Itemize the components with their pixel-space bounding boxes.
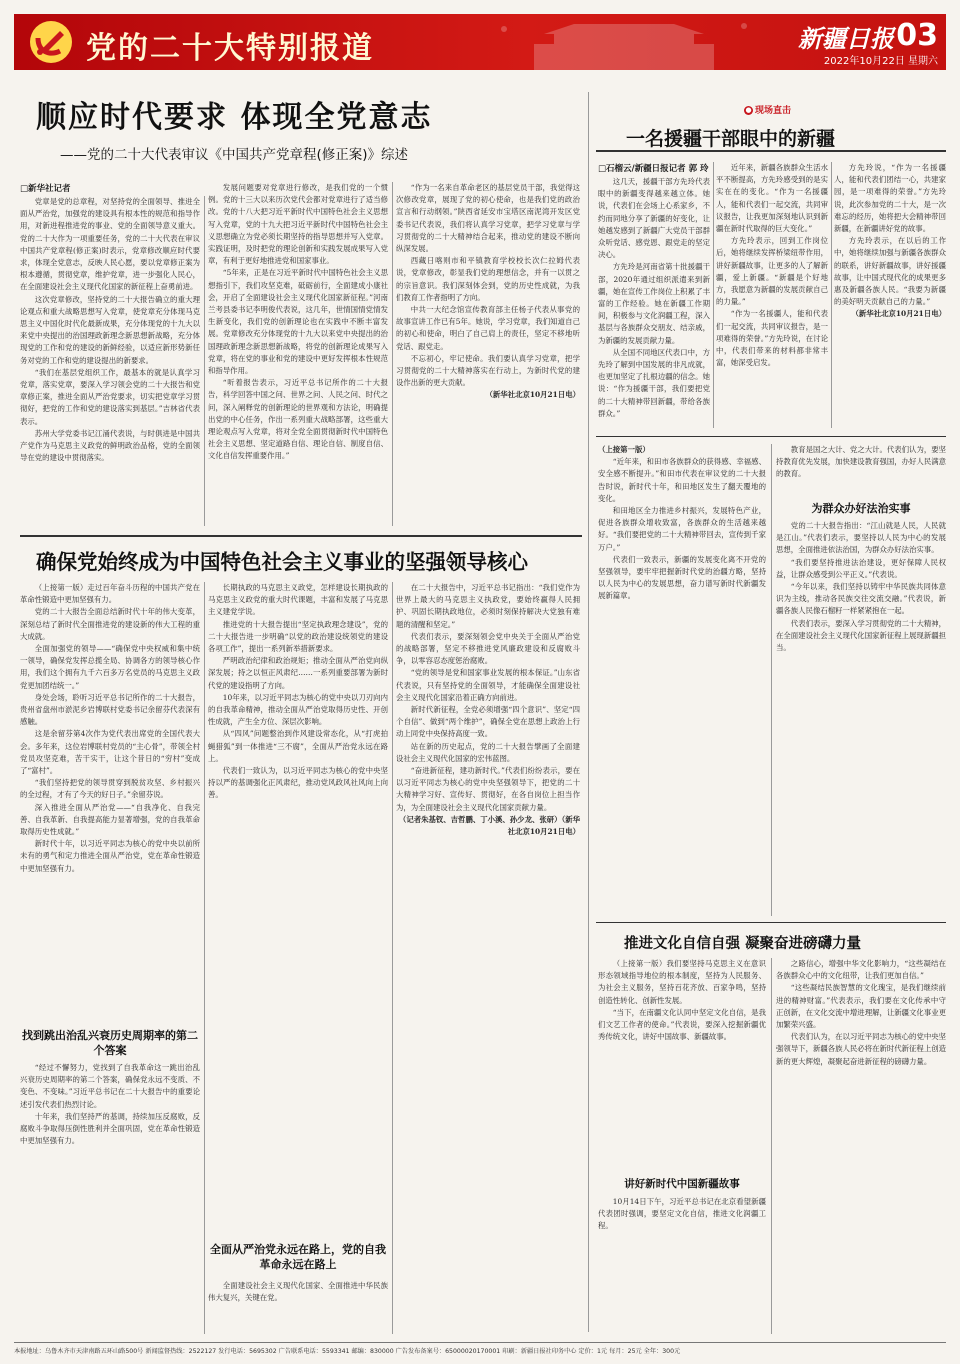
page-banner [14, 14, 946, 70]
section-divider [20, 535, 582, 537]
page-footer: 本报地址：乌鲁木齐市天津南路五环山路500号 新闻监督热线：2522127 发行电话：5695302 广告联系电话：5593341 邮编：830000 广告发布备案号：65000020170001 印刷：新疆日报社印务中心 定价：1元 每月：25元 全年：300元 [14, 1342, 946, 1355]
column-divider [771, 958, 772, 1334]
paragraph: “听着报告表示，习近平总书记所作的二十大报告，科学回答中国之问、世界之问、人民之问、时代之问，深入阐释党的创新理论的世界观和方法论，明确提出党的中心任务，作出一系列重大战略部署，这些重大理论观点写入党章，将对全党全面贯彻新时代中国特色社会主义思想、坚定道路自信、理论自信、制度自信、文化自信发挥重要作用。” [208, 378, 388, 461]
newspaper-brand: 新疆日报 [798, 24, 894, 53]
article1-byline: □新华社记者 [20, 184, 71, 194]
article3-headline: 确保党始终成为中国特色社会主义事业的坚强领导核心 [36, 550, 528, 574]
article2-headline: 一名援疆干部眼中的新疆 [626, 128, 836, 150]
paragraph: “作为一名来自革命老区的基层党员干部，我觉得这次修改党章，展现了党的初心使命，也是我们党的政治宣言和行动纲领。”陕西省延安市宝塔区南泥湾开发区党委书记代表说，我们将认真学习党章，把学习党章与学习贯彻党的二十大精神结合起来，推动党的建设不断向纵深发展。 [396, 183, 580, 254]
live-icon: ● [745, 106, 752, 114]
article2-column-2 [716, 162, 828, 428]
paragraph: 代表们表示，要深刻领会党中央关于全面从严治党的战略部署，坚定不移推进党风廉政建设和反腐败斗争，以零容忍态度惩治腐败。 [396, 631, 580, 666]
paragraph: “奋进新征程，建功新时代。”代表们纷纷表示，要在以习近平同志为核心的党中央坚强领导下，把党的二十大精神学习好、宣传好、贯彻好，在各自岗位上担当作为，为全面建设社会主义现代化国家贡献力量。 [396, 766, 580, 812]
paragraph: 发展问题要对党章进行修改，是我们党的一个惯例。党的十三大以来历次党代会都对党章进行了适当修改。党的十八大把习近平新时代中国特色社会主义思想写入党章，党的十九大把习近平新时代中国特色社会主义思想确立为党必须长期坚持的指导思想并写入党章。实践证明，及时把党的理论创新和实践发展成果写入党章，有利于更好地推进党和国家事业。 [208, 183, 388, 266]
article2-headline-rule [596, 150, 946, 152]
article2-column-1 [598, 176, 710, 428]
article4-subheading: 为群众办好法治实事 [811, 502, 911, 515]
article5-column-1b [598, 1196, 766, 1334]
paragraph: “我们坚持把党的领导贯穿到脱贫攻坚、乡村振兴的全过程，才有了今天的好日子。”余留芬说。 [20, 778, 200, 800]
paragraph: 站在新的历史起点，党的二十大报告擘画了全面建设社会主义现代化国家的宏伟蓝图。 [396, 741, 580, 763]
article5-subheading: 讲好新时代中国新疆故事 [624, 1178, 740, 1190]
paragraph: 10月14日下午，习近平总书记在北京看望新疆代表团时强调，要坚定文化自信，推进文化润疆工程。 [598, 1197, 766, 1231]
paragraph: 从“四风”问题整治到作风建设常态化，从“打虎拍蝇猎狐”到一体推进“三不腐”，全面从严治党永远在路上。 [208, 729, 388, 763]
issue-date: 2022年10月22日 星期六 [823, 56, 938, 67]
paragraph: 在二十大报告中，习近平总书记指出：“我们党作为世界上最大的马克思主义执政党，要始终赢得人民拥护、巩固长期执政地位，必须时刻保持解决大党独有难题的清醒和坚定。” [396, 583, 580, 629]
column-divider [392, 582, 393, 1334]
article1-column-2 [208, 182, 388, 526]
paragraph: 不忘初心，牢记使命。我们要认真学习党章，把学习贯彻党的二十大精神落实在行动上，为新时代党的建设作出新的更大贡献。 [396, 353, 580, 388]
paragraph: 这次党章修改，坚持党的二十大报告确立的重大理论观点和重大战略思想写入党章，使党章充分体现马克思主义中国化时代化最新成果，充分体现党的十九大以来党中央提出的治国理政新理念新思想新战略，充分体现党的工作和党的建设的新鲜经验，以适应新形势新任务对党的工作和党的建设提出的新要求。 [20, 294, 200, 365]
paragraph: 全面加强党的领导——“确保党中央权威和集中统一领导，确保党发挥总揽全局、协调各方的领导核心作用，我们这个拥有九千六百多万名党员的马克思主义政党更加团结统一。” [20, 644, 200, 690]
section-divider [596, 922, 946, 923]
article2-tag [744, 103, 791, 116]
article4-column-2b [776, 520, 946, 916]
article5-column-2 [776, 958, 946, 1334]
page-number: 03 [896, 18, 938, 53]
article3-column-1b [20, 1062, 200, 1334]
paragraph: “我们在基层党组织工作，最基本的就是认真学习党章，落实党章，要深入学习领会党的二十大报告和党章修正案，推进全面从严治党要求，切实把党章学习贯彻好，把党的工作和党的建设落实到基层。”吉林省代表表示。 [20, 367, 200, 426]
paragraph: 代表们一致认为，以习近平同志为核心的党中央坚持以严的基调强化正风肃纪，推动党风政风社风向上向善。 [208, 766, 388, 800]
paragraph: “当下，在南疆文化认同中坚定文化自信，是我们文艺工作者的使命。”代表说，要深入挖掘新疆优秀传统文化，讲好中国故事、新疆故事。 [598, 1007, 766, 1042]
section-divider [596, 436, 946, 437]
article4-column-1 [598, 444, 766, 916]
paragraph: 10年来，以习近平同志为核心的党中央以刀刃向内的自我革命精神，推动全面从严治党取得历史性、开创性成就，产生全方位、深层次影响。 [208, 692, 388, 727]
article2-column-3 [834, 162, 946, 428]
column-divider [831, 162, 832, 428]
paragraph: 长期执政的马克思主义政党，怎样建设长期执政的马克思主义政党的重大时代课题，丰富和发展了马克思主义建党学说。 [208, 583, 388, 617]
article1-column-3 [396, 182, 580, 526]
article1-source: （新华社北京10月21日电） [485, 390, 580, 400]
column-divider [392, 182, 393, 526]
article5-headline: 推进文化自信自强 凝聚奋进磅礴力量 [624, 936, 862, 952]
paragraph: 代表们一致表示，新疆的发展变化离不开党的坚强领导，要牢牢把握新时代党的治疆方略，坚持以人民为中心的发展思想，奋力谱写新时代新疆发展新篇章。 [598, 554, 766, 601]
paragraph: 代表们认为，在以习近平同志为核心的党中央坚强领导下，新疆各族人民必将在新时代新征程上创造新的更大辉煌，凝聚起奋进新征程的磅礴力量。 [776, 1032, 946, 1066]
article1-subhead: ——党的二十大代表审议《中国共产党章程(修正案)》综述 [60, 147, 409, 163]
article2-source: （新华社北京10月21日电） [851, 309, 946, 319]
paragraph: 方先玲表示，在以后的工作中，她将继续加强与新疆各族群众的联系，讲好新疆故事，讲好援疆故事，让中国式现代化的成果更多惠及新疆各族人民。“我要为新疆的美好明天贡献自己的力量。” [834, 236, 946, 307]
paragraph: 党的二十大报告指出：“江山就是人民，人民就是江山。”代表们表示，要坚持以人民为中心的发展思想，全面推进依法治国，为群众办好法治实事。 [776, 521, 946, 555]
paragraph: “近年来，和田市各族群众的获得感、幸福感、安全感不断提升。”和田市代表在审议党的二十大报告时说，新时代十年，和田地区发生了翻天覆地的变化。 [598, 457, 766, 503]
paragraph: “5年来，正是在习近平新时代中国特色社会主义思想指引下，我们攻坚克难，砥砺前行，全面建成小康社会，开启了全面建设社会主义现代化国家新征程。”河南兰考县委书记李明俊代表说，这几年，世情国情党情发生新变化，我们党的创新理论也在实践中不断丰富发展。党章修改充分体现党的十九大以来党中央提出的治国理政新理念新思想新战略，将党的创新理论成果写入党章，将在党的事业和党的建设中更好发挥根本性规范和指导作用。 [208, 268, 388, 376]
banner-decoration-icon [474, 14, 774, 70]
paragraph: 方先玲是河南省第十批援疆干部，2020年通过组织派遣来到新疆，她在宣传工作岗位上积累了丰富的工作经验。她在新疆工作期间，积极参与文化润疆工程，深入基层与各族群众交朋友、结亲戚，为新疆的发展贡献力量。 [598, 262, 710, 345]
column-divider [713, 162, 714, 428]
paragraph: 苏州大学党委书记江涌代表说，与时俱进是中国共产党作为马克思主义政党的鲜明政治品格，党的全面领导在党的建设中贯彻落实。 [20, 428, 200, 463]
paragraph: 党章是党的总章程，对坚持党的全面领导、推进全面从严治党，加强党的建设具有根本性的规范和指导作用，对新进程推进党的事业、党的全面领导意义重大。党的二十大作为一项重要任务，党的二十大代表在审议中国共产党章程(修正案)时表示，党章修改顺应时代要求，体现全党意志，反映人民心愿，要以党章修正案为根本遵循，贯彻党章，维护党章，进一步强化人民心，在全面建设社会主义现代化国家的新征程上奋勇前进。 [20, 197, 200, 292]
article1-column-1 [20, 196, 200, 526]
paragraph: “经过不懈努力，党找到了自我革命这一跳出治乱兴衰历史周期率的第二个答案，确保党永远不变质、不变色、不变味。”习近平总书记在二十大报告中的重要论述引发代表们热烈讨论。 [20, 1063, 200, 1109]
paragraph: 教育是国之大计、党之大计。代表们认为，要坚持教育优先发展，加快建设教育强国，办好人民满意的教育。 [776, 445, 946, 479]
paragraph: “作为一名援疆人，能和代表们一起交流，共同审议报告，是一项难得的荣誉。”方先玲说，在讨论中，代表们带来的材料都非常丰富，她深受启发。 [716, 309, 828, 368]
article3-subheading-1: 找到跳出治乱兴衰历史周期率的第二个答案 [22, 1029, 198, 1057]
paragraph: 从全国不同地区代表口中，方先玲了解到中国发展的非凡成就，也更加坚定了扎根边疆的信念。她说：“作为援疆干部，我们要把党的二十大精神带回新疆，带给各族群众。” [598, 347, 710, 418]
article1-headline: 顺应时代要求 体现全党意志 [36, 100, 433, 135]
paragraph: 深入推进全面从严治党——“自我净化、自我完善、自我革新、自我提高能力显著增强，党的自我革命取得历史性成就。” [20, 802, 200, 837]
paragraph: （上接第一版）走过百年奋斗历程的中国共产党在革命性锻造中更加坚强有力。 [20, 583, 200, 605]
article3-column-2b [208, 1280, 388, 1334]
paragraph: 推进党的十大报告提出“坚定执政理念建设”，党的二十大报告进一步明确“以党的政治建设统领党的建设各项工作”，提出一系列新举措新要求。 [208, 619, 388, 654]
banner-title: 党的二十大特别报道 [86, 31, 374, 66]
paragraph: “这些凝结民族智慧的文化瑰宝，是我们继续前进的精神财富。”代表表示，我们要在文化传承中守正创新，在文化交流中增进理解，让新疆文化事业更加繁荣兴盛。 [776, 983, 946, 1030]
paragraph: 这是余留芬第4次作为党代表出席党的全国代表大会。多年来，这位岩博联村党员的“主心骨”，带领全村党员攻坚克难，苦干实干，让这个昔日的“穷村”变成了“富村”。 [20, 729, 200, 776]
article3-column-1 [20, 582, 200, 1022]
paragraph: 严明政治纪律和政治规矩；推动全面从严治党向纵深发展；持之以恒正风肃纪……一系列重要部署为新时代党的建设指明了方向。 [208, 656, 388, 690]
party-emblem-icon [24, 18, 78, 66]
column-divider [771, 444, 772, 916]
paragraph: “今年以来，我们坚持以铸牢中华民族共同体意识为主线，推动各民族交往交流交融。”代表说，新疆各族人民像石榴籽一样紧紧抱在一起。 [776, 582, 946, 616]
paragraph: 中共一大纪念馆宣传教育部主任杨子代表从事党的故事宣讲工作已有5年。她说，学习党章，我们知道自己的初心和使命，明白了自己肩上的责任，坚定不移地听党话、跟党走。 [396, 305, 580, 351]
paragraph: 全面建设社会主义现代化国家、全面推进中华民族伟大复兴，关键在党。 [208, 1281, 388, 1303]
column-divider [204, 582, 205, 1334]
paragraph: 之路信心，增强中华文化影响力，“这些凝结在各族群众心中的文化纽带，让我们更加自信。” [776, 959, 946, 981]
column-divider [588, 92, 589, 1332]
paragraph: 方先玲说，“作为一名援疆人，能和代表们团结一心，共建家园，是一项难得的荣誉。”方先玲说，此次参加党的二十大，是一次难忘的经历，她将把大会精神带回新疆，在新疆讲好党的故事。 [834, 163, 946, 234]
article2-byline: □石榴云/新疆日报记者 郭 玲 [598, 164, 709, 174]
article4-column-2 [776, 444, 946, 494]
paragraph: 方先玲表示，回到工作岗位后，她将继续发挥桥梁纽带作用，讲好新疆故事，让更多的人了解新疆，爱上新疆。“新疆是个好地方，我愿意为新疆的发展贡献自己的力量。” [716, 236, 828, 307]
paragraph: 新时代新征程，全党必须增强“四个意识”、坚定“四个自信”、做到“两个维护”，确保全党在思想上政治上行动上同党中央保持高度一致。 [396, 705, 580, 739]
paragraph: 十年来，我们坚持严的基调，持续加压反腐败，反腐败斗争取得压倒性胜利并全面巩固，党在革命性锻造中更加坚强有力。 [20, 1111, 200, 1146]
paragraph: “我们要坚持推进法治建设，更好保障人民权益，让群众感受到公平正义。”代表说。 [776, 557, 946, 579]
article3-column-2 [208, 582, 388, 1234]
article3-subheading-2: 全面从严治党永远在路上，党的自我革命永远在路上 [210, 1243, 386, 1271]
column-divider [204, 196, 205, 526]
article3-column-3 [396, 582, 580, 1334]
article4-continued-tag: （上接第一版） [598, 445, 650, 454]
paragraph: （上接第一版）我们要坚持马克思主义在意识形态领域指导地位的根本制度，坚持为人民服务、为社会主义服务，坚持百花齐放、百家争鸣，坚持创造性转化、创新性发展。 [598, 959, 766, 1005]
paragraph: 新时代十年，以习近平同志为核心的党中央以前所未有的勇气和定力推进全面从严治党，党在革命性锻造中更加坚强有力。 [20, 839, 200, 873]
paragraph: 西藏日喀则市和平镇教育学校校长次仁拉姆代表说，党章修改，彰显我们党的理想信念，并有一以贯之的宗旨意识。我们深刻体会到，党的历史性成就，为我们教育工作者指明了方向。 [396, 256, 580, 302]
article3-source: （记者朱基钗、吉哲鹏、丁小溪、孙少龙、张研）（新华社北京10月21日电） [398, 814, 580, 837]
paragraph: 这几天，援疆干部方先玲代表眼中的新疆变得越来越立体。她说，代表们在会场上心系家乡，不约而同地分享了新疆的好变化，让她越发感到了新疆广大党员干部群众听党话、感党恩、跟党走的坚定决心。 [598, 177, 710, 260]
article2-tag-label: 现场直击 [755, 106, 792, 116]
paragraph: 和田地区全力推进乡村振兴，发展特色产业，促进各族群众增收致富，各族群众的生活越来越好。“我们要把党的二十大精神带回去，宣传到千家万户。” [598, 506, 766, 552]
paragraph: 近年来，新疆各族群众生活水平不断提高，方先玲感受到的是实实在在的变化。“作为一名援疆人，能和代表们一起交流，共同审议报告，让我更加深刻地认识到新疆在新时代取得的巨大变化。” [716, 163, 828, 234]
paragraph: “党的领导是党和国家事业发展的根本保证。”山东省代表说，只有坚持党的全面领导，才能确保全面建设社会主义现代化国家沿着正确方向前进。 [396, 668, 580, 702]
paragraph: 身处会场，聆听习近平总书记所作的二十大报告，贵州省盘州市淤泥乡岩博联村党委书记余留芬代表深有感触。 [20, 692, 200, 727]
paragraph: 代表们表示，要深入学习贯彻党的二十大精神，在全面建设社会主义现代化国家新征程上展现新疆担当。 [776, 618, 946, 653]
article5-column-1 [598, 958, 766, 1170]
paragraph: 党的二十大报告全面总结新时代十年的伟大变革，深刻总结了新时代全面推进党的建设新的伟大工程的重大成就。 [20, 607, 200, 641]
